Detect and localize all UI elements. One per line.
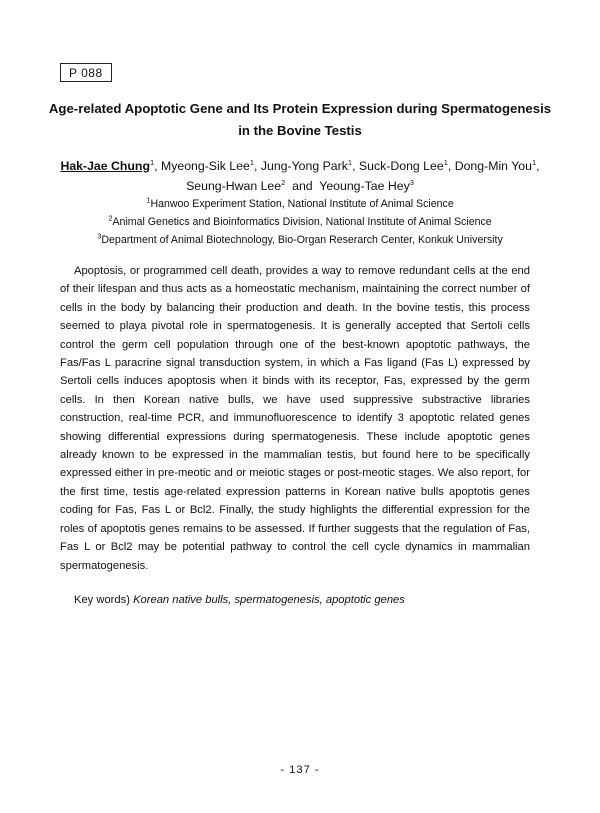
author-name: Jung-Yong Park	[260, 159, 348, 173]
affiliation-mark: 1	[146, 195, 151, 205]
author-affil-mark: 1	[347, 157, 353, 167]
author-separator: ,	[352, 159, 359, 173]
affiliation-text: Department of Animal Biotechnology, Bio-Organ Reserarch Center, Konkuk University	[101, 234, 503, 246]
author-affil-mark: 2	[281, 177, 286, 187]
page-number: - 137 -	[280, 764, 320, 776]
author-separator: ,	[447, 159, 455, 173]
affiliation-text: Hanwoo Experiment Station, National Institute of Animal Science	[150, 198, 454, 210]
author-name: Suck-Dong Lee	[358, 159, 444, 173]
abstract-body: Apoptosis, or programmed cell death, provides a way to remove redundant cells at the end of their lifespan and thus acts as a homeostatic mechanism, maintaining the correct number of cells in the body by balancing their production and death. In the bovine testis, this process seemed to playa pivotal role in spermatogenesis. It is generally accepted that Sertoli cells control the germ cell population through one of the best-known apoptotic pathways, the Fas/Fas L paracrine signal transduction system, in which a Fas ligand (Fas L) expressed by Sertoli cells induces apoptosis when it binds with its receptor, Fas, expressed by the germ cells. In then Korean native bulls, we have used suppressive substractive libraries construction, real-time PCR, and immunofluorescence to identify 3 apoptotic related genes showing differential expressions during spermatogenesis. These include apoptotic genes already known to be expressed in the mammalian testis, but found here to be specifically expressed either in pre-meotic and or meiotic stages or post-meotic stages. We also report, for the first time, testis age-related expression patterns in Korean native bulls apoptotis genes coding for Fas, Fas L or Bcl2. Finally, the study highlights the differential expression for the roles of apoptotis genes remains to be assessed. If further suggests that the regulation of Fas, Fas L or Bcl2 may be potential pathway to control the cell cycle dynamics in mammalian spermatogenesis.	[60, 265, 530, 572]
affiliation	[40, 213, 560, 231]
author-affil-mark: 1	[249, 157, 254, 167]
affiliation	[40, 231, 560, 249]
affiliation-mark: 3	[97, 231, 102, 241]
affiliation-text: Animal Genetics and Bioinformatics Division, National Institute of Animal Science	[112, 216, 492, 228]
author-separator: ,	[536, 159, 540, 173]
keywords-label: Key words)	[74, 594, 130, 606]
author-list	[40, 156, 560, 196]
author-affil-mark: 1	[149, 157, 155, 167]
author-separator: ,	[254, 159, 261, 173]
author-name: Dong-Min You	[454, 159, 532, 173]
keywords-line	[74, 591, 534, 609]
author-affil-mark: 1	[531, 157, 537, 167]
author-name: Myeong-Sik Lee	[160, 159, 250, 173]
keywords-list: Korean native bulls, spermatogenesis, apoptotic genes	[133, 594, 405, 606]
author-name-presenter: Hak-Jae Chung	[60, 159, 150, 173]
affiliation	[40, 195, 560, 213]
affiliation-list	[40, 195, 560, 249]
author-separator: and	[285, 179, 320, 193]
author-affil-mark: 3	[409, 177, 414, 187]
affiliation-mark: 2	[108, 213, 113, 223]
title-line-2: in the Bovine Testis	[238, 123, 362, 138]
presentation-code: P 088	[60, 63, 112, 82]
author-affil-mark: 1	[443, 157, 448, 167]
author-name: Yeoung-Tae Hey	[319, 179, 410, 193]
author-name: Seung-Hwan Lee	[186, 179, 282, 193]
title-line-1: Age-related Apoptotic Gene and Its Protein Expression during Spermatogenesis	[48, 101, 552, 116]
author-separator: ,	[154, 159, 161, 173]
author-line-1	[40, 156, 560, 176]
paper-title	[40, 98, 560, 142]
author-line-2	[40, 176, 560, 196]
